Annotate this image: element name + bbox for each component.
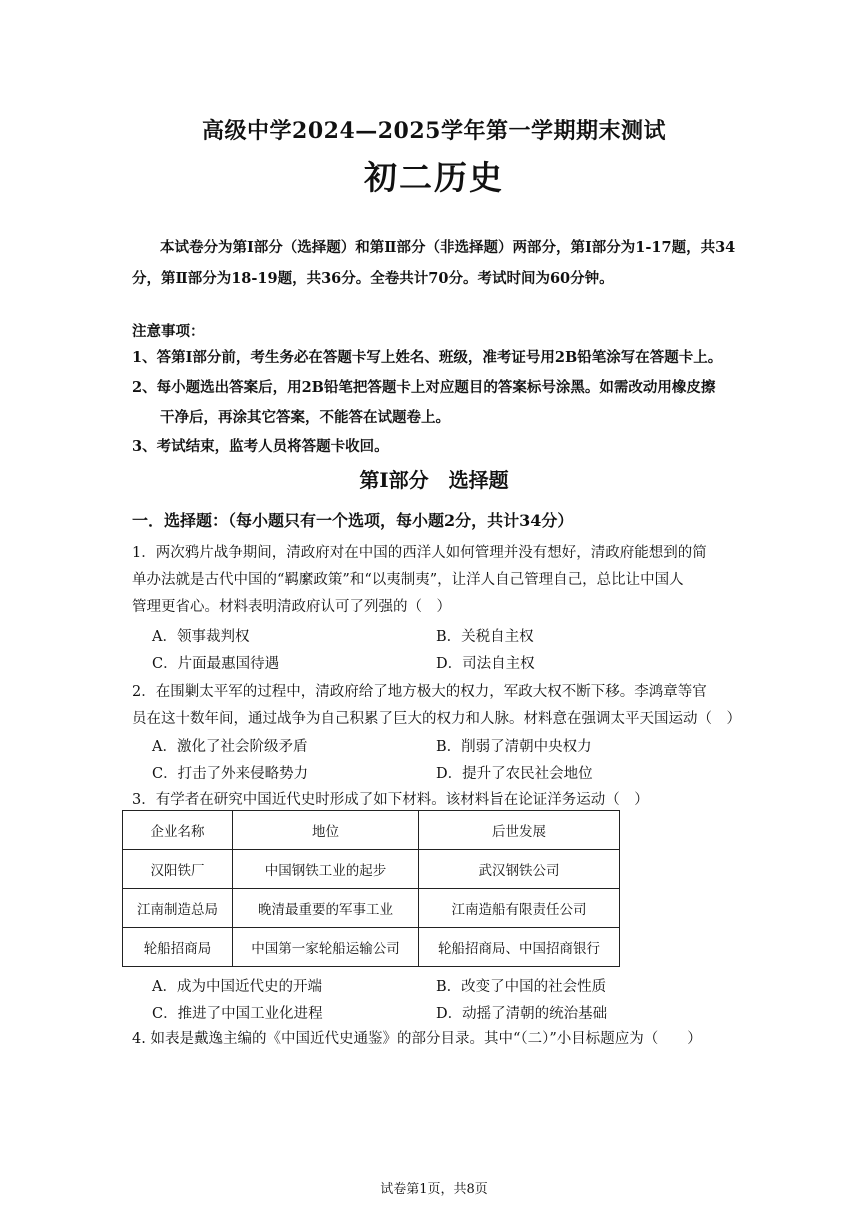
question-2-option-c: C．打击了外来侵略势力 xyxy=(152,766,309,782)
question-4-line-1: 4. 如表是戴逸主编的《中国近代史通鉴》的部分目录。其中“（二）”小目标题应为（ ） xyxy=(132,1031,702,1047)
notice-item-2: 2、每小题选出答案后，用2B铅笔把答题卡上对应题目的答案标号涂黑。如需改动用橡皮擦 xyxy=(132,379,716,396)
table-cell: 江南造船有限责任公司 xyxy=(419,889,620,928)
table-header-cell: 地位 xyxy=(233,811,419,850)
table-row xyxy=(123,889,620,928)
notice-heading: 注意事项： xyxy=(132,323,205,340)
section-1-heading: 一．选择题：（每小题只有一个选项，每小题2分，共计34分） xyxy=(132,511,574,530)
question-2-option-b: B．削弱了清朝中央权力 xyxy=(436,739,592,755)
question-3-option-d: D．动摇了清朝的统治基础 xyxy=(436,1006,608,1022)
question-3-table xyxy=(122,810,620,967)
table-row xyxy=(123,850,620,889)
page-footer: 试卷第1页，共8页 xyxy=(380,1182,488,1197)
question-2-option-a: A．激化了社会阶级矛盾 xyxy=(152,739,308,755)
question-1-option-b: B．关税自主权 xyxy=(436,629,534,645)
question-1-line-2: 单办法就是古代中国的“羁縻政策”和“以夷制夷”，让洋人自己管理自己，总比让中国人 xyxy=(132,572,684,588)
table-cell: 武汉钢铁公司 xyxy=(419,850,620,889)
question-2-line-1: 2．在围剿太平军的过程中，清政府给了地方极大的权力，军政大权不断下移。李鸿章等官 xyxy=(132,684,707,700)
table-cell: 轮船招商局、中国招商银行 xyxy=(419,928,620,967)
table-header-cell: 企业名称 xyxy=(123,811,233,850)
table-header-row xyxy=(123,811,620,850)
part-1-heading: 第Ⅰ部分 选择题 xyxy=(359,468,509,492)
question-1-line-1: 1．两次鸦片战争期间，清政府对在中国的西洋人如何管理并没有想好，清政府能想到的简 xyxy=(132,545,707,561)
table-cell: 江南制造总局 xyxy=(123,889,233,928)
question-1-option-a: A．领事裁判权 xyxy=(152,629,250,645)
exam-instructions: 本试卷分为第Ⅰ部分（选择题）和第Ⅱ部分（非选择题）两部分，第Ⅰ部分为1-17题，共34分，第Ⅱ部分为18-19题，共36分。全卷共计70分。考试时间为60分钟。 xyxy=(132,239,736,287)
notice-item-2-cont: 干净后，再涂其它答案，不能答在试题卷上。 xyxy=(160,409,450,426)
table-row xyxy=(123,928,620,967)
table-cell: 汉阳铁厂 xyxy=(123,850,233,889)
notice-item-3: 3、考试结束，监考人员将答题卡收回。 xyxy=(132,438,389,455)
question-1-option-c: C．片面最惠国待遇 xyxy=(152,656,280,672)
question-3-option-a: A．成为中国近代史的开端 xyxy=(152,979,322,995)
question-1-option-d: D．司法自主权 xyxy=(436,656,535,672)
notice-item-1: 1、答第Ⅰ部分前，考生务必在答题卡写上姓名、班级，准考证号用2B铅笔涂写在答题卡上。 xyxy=(132,349,723,366)
question-3-line-1: 3．有学者在研究中国近代史时形成了如下材料。该材料旨在论证洋务运动（ ） xyxy=(132,792,649,808)
table-cell: 轮船招商局 xyxy=(123,928,233,967)
exam-title: 高级中学2024—2025学年第一学期期末测试 xyxy=(202,118,666,144)
table-cell: 中国第一家轮船运输公司 xyxy=(233,928,419,967)
question-3-option-b: B．改变了中国的社会性质 xyxy=(436,979,607,995)
table-cell: 晚清最重要的军事工业 xyxy=(233,889,419,928)
table-cell: 中国钢铁工业的起步 xyxy=(233,850,419,889)
exam-subject: 初二历史 xyxy=(364,158,504,197)
question-3-option-c: C．推进了中国工业化进程 xyxy=(152,1006,323,1022)
question-1-line-3: 管理更省心。材料表明清政府认可了列强的（ ） xyxy=(132,599,451,615)
question-2-option-d: D．提升了农民社会地位 xyxy=(436,766,593,782)
table-header-cell: 后世发展 xyxy=(419,811,620,850)
question-2-line-2: 员在这十数年间，通过战争为自己积累了巨大的权力和人脉。材料意在强调太平天国运动（ ） xyxy=(132,711,741,727)
